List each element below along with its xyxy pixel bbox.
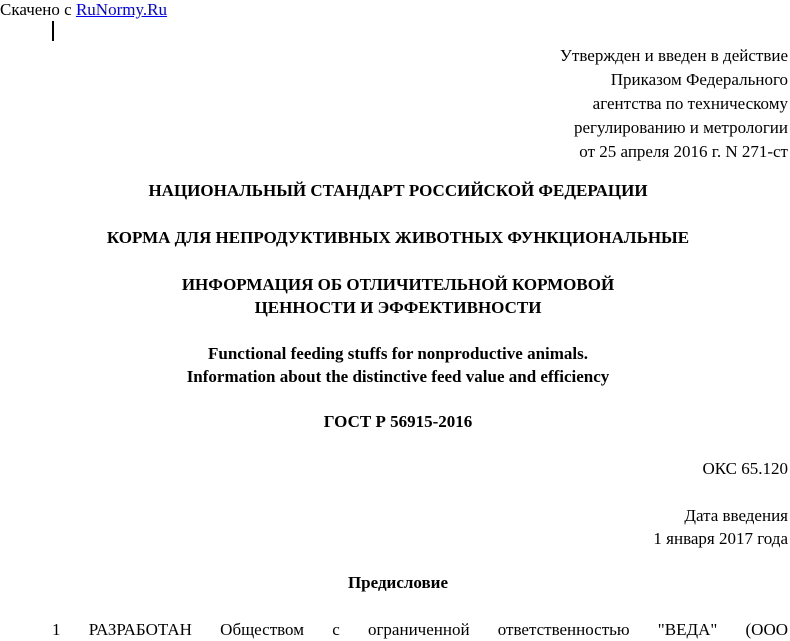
approval-line: от 25 апреля 2016 г. N 271-ст — [579, 142, 788, 161]
approval-line: регулированию и метрологии — [573, 118, 788, 137]
approval-block — [560, 44, 788, 164]
approval-line: Приказом Федерального — [610, 70, 788, 89]
feed-title: КОРМА ДЛЯ НЕПРОДУКТИВНЫХ ЖИВОТНЫХ ФУНКЦИОНАЛЬНЫЕ — [106, 228, 690, 247]
intro-date-block — [653, 504, 788, 550]
foreword-paragraph: 1 РАЗРАБОТАН Обществом с ограниченной ответственностью "ВЕДА" (ООО — [52, 620, 788, 639]
intro-date-value: 1 января 2017 года — [653, 529, 788, 548]
info-title — [0, 273, 790, 319]
approval-line: Утвержден и введен в действие — [559, 46, 788, 65]
source-line — [0, 0, 167, 19]
gost-number: ГОСТ Р 56915-2016 — [323, 412, 473, 431]
english-title-line: Information about the distinctive feed value and efficiency — [186, 367, 610, 386]
source-prefix: Скачено с — [0, 0, 76, 19]
national-standard-heading: НАЦИОНАЛЬНЫЙ СТАНДАРТ РОССИЙСКОЙ ФЕДЕРАЦИИ — [148, 181, 648, 200]
foreword-heading: Предисловие — [347, 573, 449, 592]
approval-line: агентства по техническому — [592, 94, 788, 113]
source-link[interactable]: RuNormy.Ru — [75, 0, 167, 19]
info-title-line: ЦЕННОСТИ И ЭФФЕКТИВНОСТИ — [254, 298, 542, 317]
english-title — [0, 342, 790, 388]
info-title-line: ИНФОРМАЦИЯ ОБ ОТЛИЧИТЕЛЬНОЙ КОРМОВОЙ — [181, 275, 615, 294]
intro-date-label: Дата введения — [684, 506, 788, 525]
english-title-line: Functional feeding stuffs for nonproductive animals. — [207, 344, 589, 363]
oks-code: ОКС 65.120 — [702, 459, 788, 478]
text-cursor — [52, 21, 54, 41]
